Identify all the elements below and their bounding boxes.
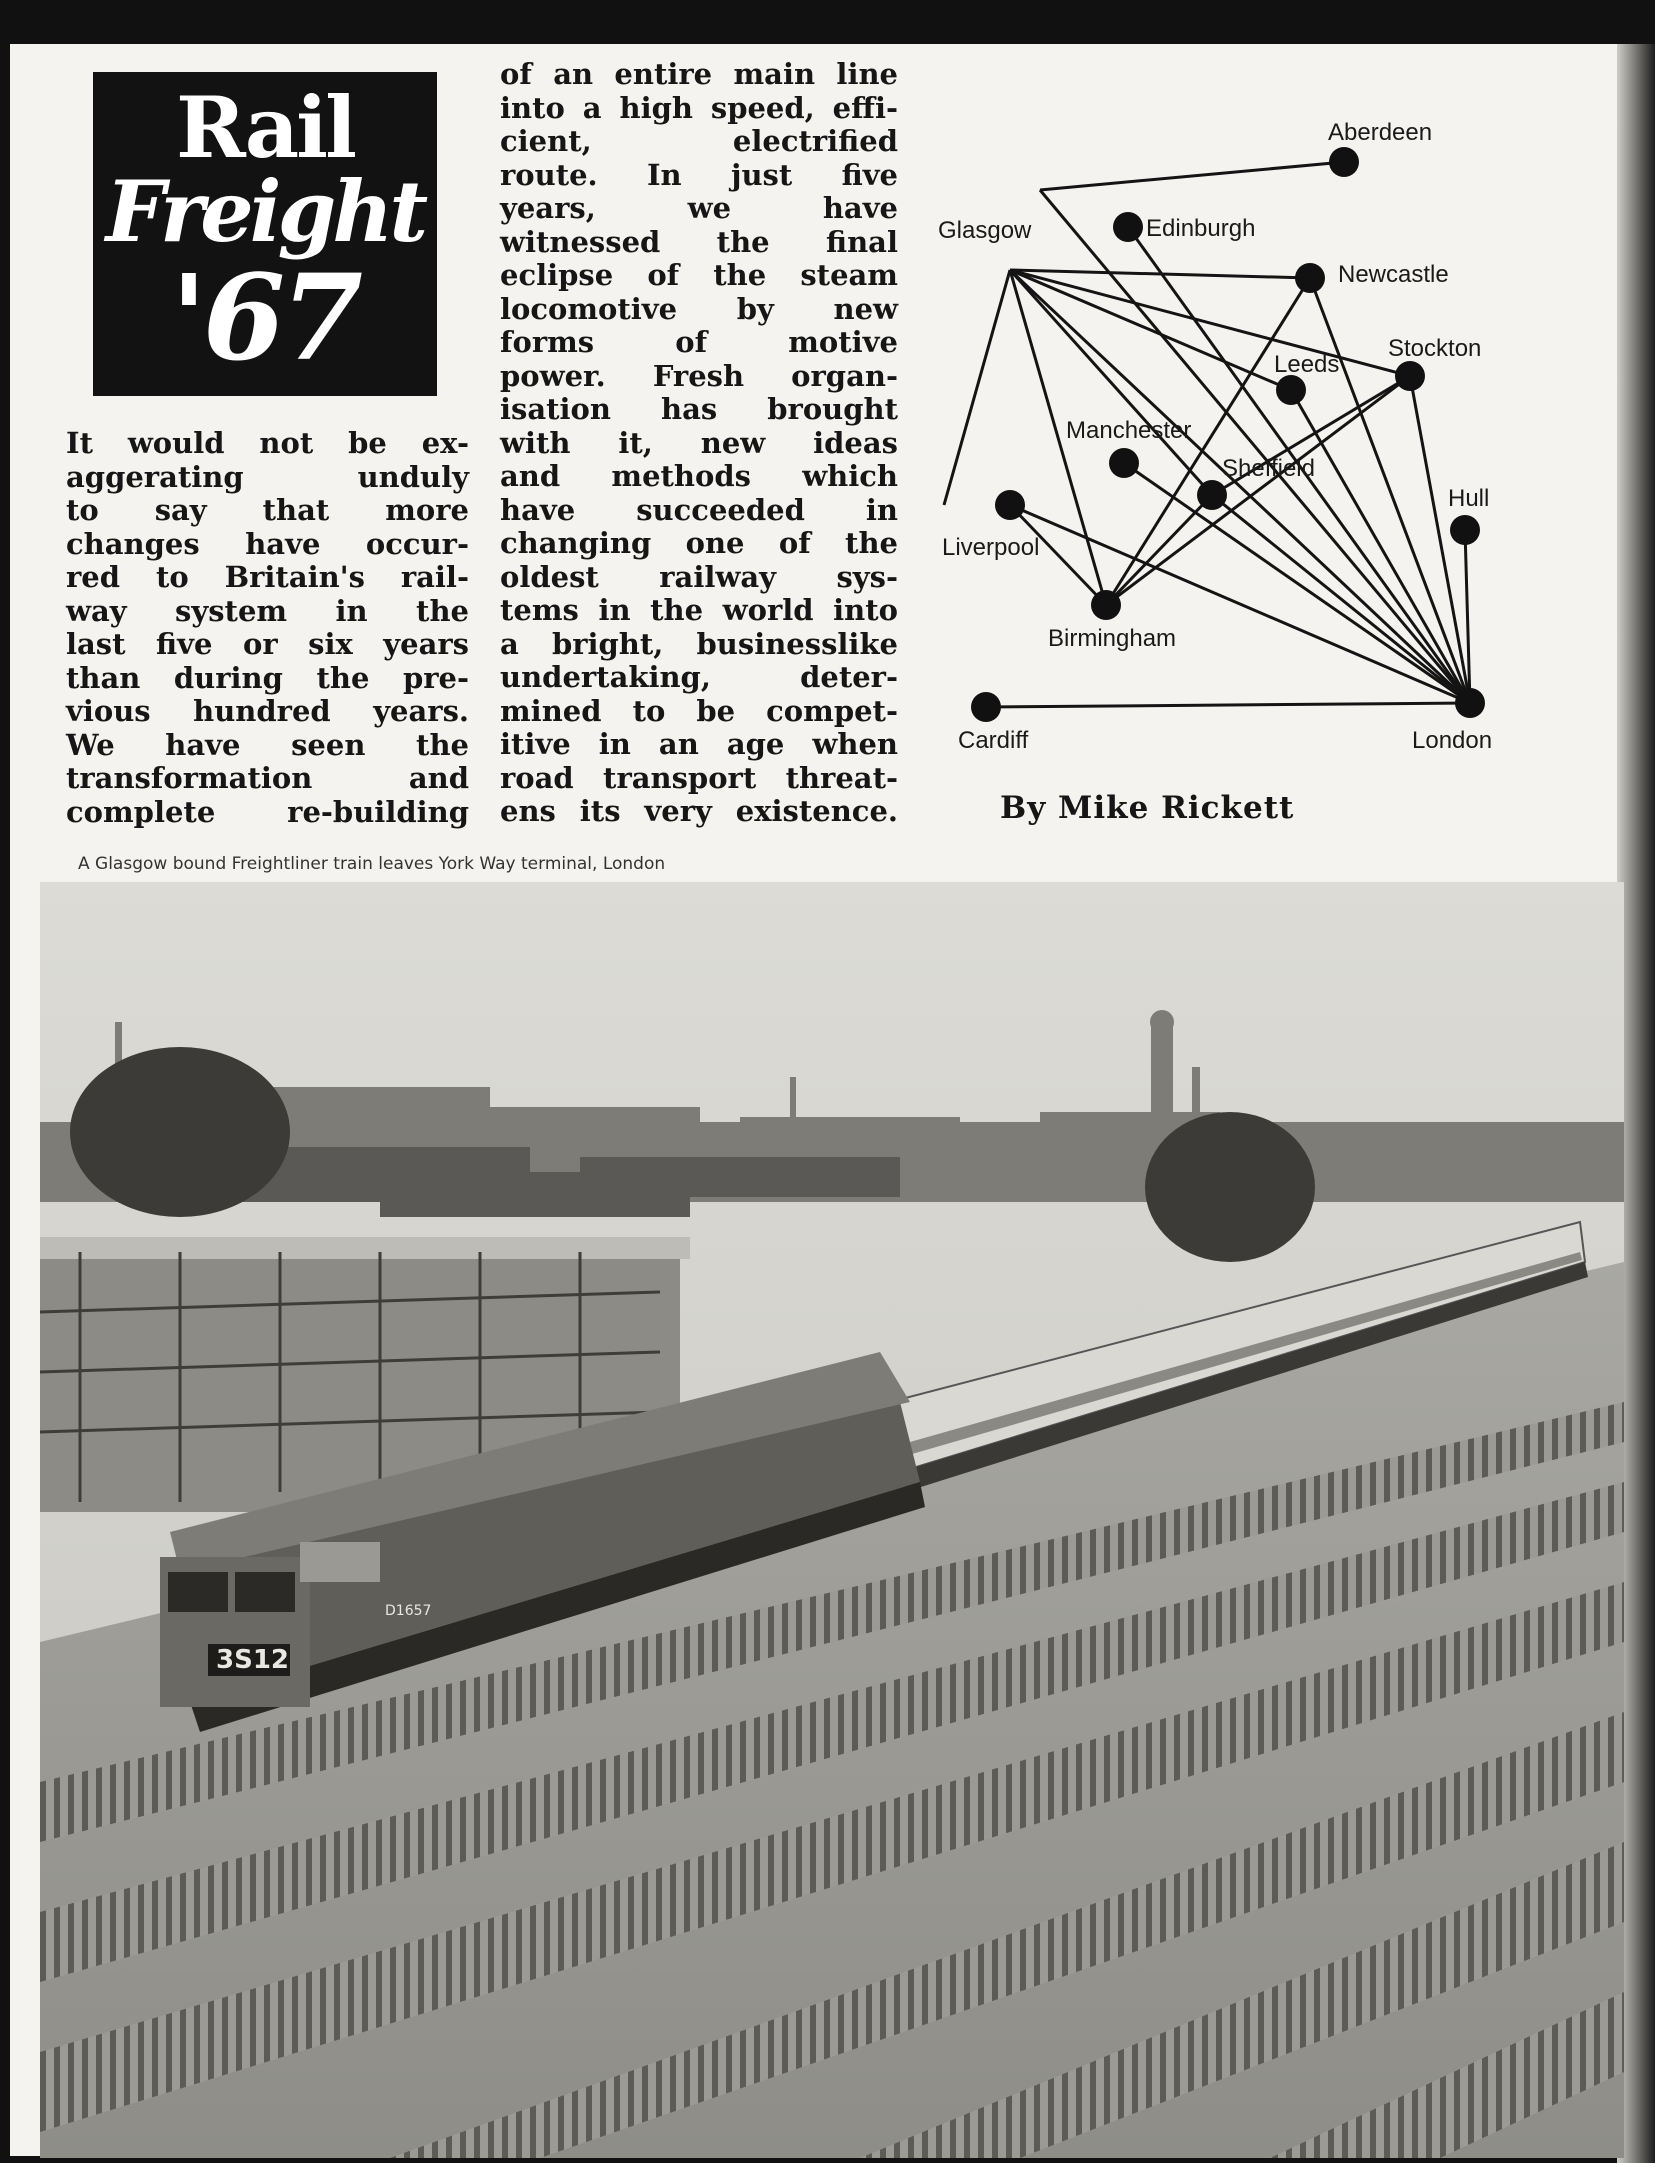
text-line: with it, new ideas [500,425,898,460]
headcode-panel: 3S12 [216,1645,289,1675]
text-line: into a high speed, effi- [500,90,898,125]
city-dot-manchester [1109,448,1139,478]
title-line-1: Rail [176,78,354,177]
city-label-hull: Hull [1448,485,1490,512]
city-dot-newcastle [1295,263,1325,293]
article-column-1 [66,427,469,829]
city-label-sheffield: Sheffield [1222,455,1315,482]
city-label-stockton: Stockton [1388,335,1482,362]
text-line: last five or six years [66,627,469,661]
city-label-london: London [1412,727,1493,754]
text-line: We have seen the [66,727,469,762]
title-line-3: '67 [170,248,360,387]
text-line: have succeeded in [500,492,898,527]
text-line: years, we have [500,191,898,225]
text-line: red to Britain's rail- [66,560,469,594]
city-dot-birmingham [1091,590,1121,620]
freightliner-train-photo [40,882,1624,2158]
city-label-birmingham: Birmingham [1048,625,1177,652]
loco-number: D1657 [385,1603,432,1619]
text-line: complete re-building [66,794,469,829]
text-line: a bright, businesslike [500,626,898,661]
city-dot-leeds [1276,375,1306,405]
text-line: witnessed the final [500,224,898,259]
article-column-2 [500,58,898,829]
city-dot-sheffield [1197,480,1227,510]
city-dot-stockton [1395,361,1425,391]
city-dot-cardiff [971,692,1001,722]
text-line: aggerating unduly [66,459,469,494]
text-line: than during the pre- [66,660,469,695]
title-block [93,72,437,396]
text-line: locomotive by new [500,291,898,326]
city-dot-edinburgh [1113,212,1143,242]
text-line: vious hundred years. [66,694,469,728]
text-line: changing one of the [500,526,898,560]
city-dot-liverpool [995,490,1025,520]
city-label-newcastle: Newcastle [1338,261,1449,288]
photo-caption: A Glasgow bound Freightliner train leaves York Way terminal, London [78,854,666,874]
text-line: of an entire main line [500,57,898,91]
city-dot-london [1455,688,1485,718]
text-line: and methods which [500,459,898,493]
text-line: itive in an age when [500,727,898,761]
text-line: ens its very existence. [500,794,898,828]
text-line: isation has brought [500,392,898,426]
city-label-leeds: Leeds [1274,351,1340,378]
city-label-glasgow: Glasgow [938,217,1032,244]
city-labels [938,119,1492,754]
text-line: way system in the [66,593,469,628]
city-label-liverpool: Liverpool [942,534,1040,561]
byline: By Mike Rickett [1000,790,1295,826]
text-line: It would not be ex- [66,426,469,460]
text-line: tems in the world into [500,593,898,627]
text-line: to say that more [66,493,469,527]
text-line: oldest railway sys- [500,559,898,594]
city-label-edinburgh: Edinburgh [1146,215,1256,242]
freightliner-route-map [930,100,1530,760]
text-line: changes have occur- [66,526,469,561]
text-line: eclipse of the steam [500,258,898,292]
title-line-2: Freight [105,162,425,261]
city-dot-hull [1450,515,1480,545]
city-label-cardiff: Cardiff [958,727,1029,754]
text-line: route. In just five [500,157,898,192]
city-label-manchester: Manchester [1066,417,1192,444]
text-line: forms of motive [500,325,898,359]
city-label-aberdeen: Aberdeen [1328,119,1433,146]
text-line: undertaking, deter- [500,660,898,694]
text-line: road transport threat- [500,760,898,795]
text-line: transformation and [66,761,469,795]
text-line: cient, electrified [500,124,898,158]
city-dot-aberdeen [1329,147,1359,177]
text-line: mined to be compet- [500,693,898,728]
text-line: power. Fresh organ- [500,358,898,393]
